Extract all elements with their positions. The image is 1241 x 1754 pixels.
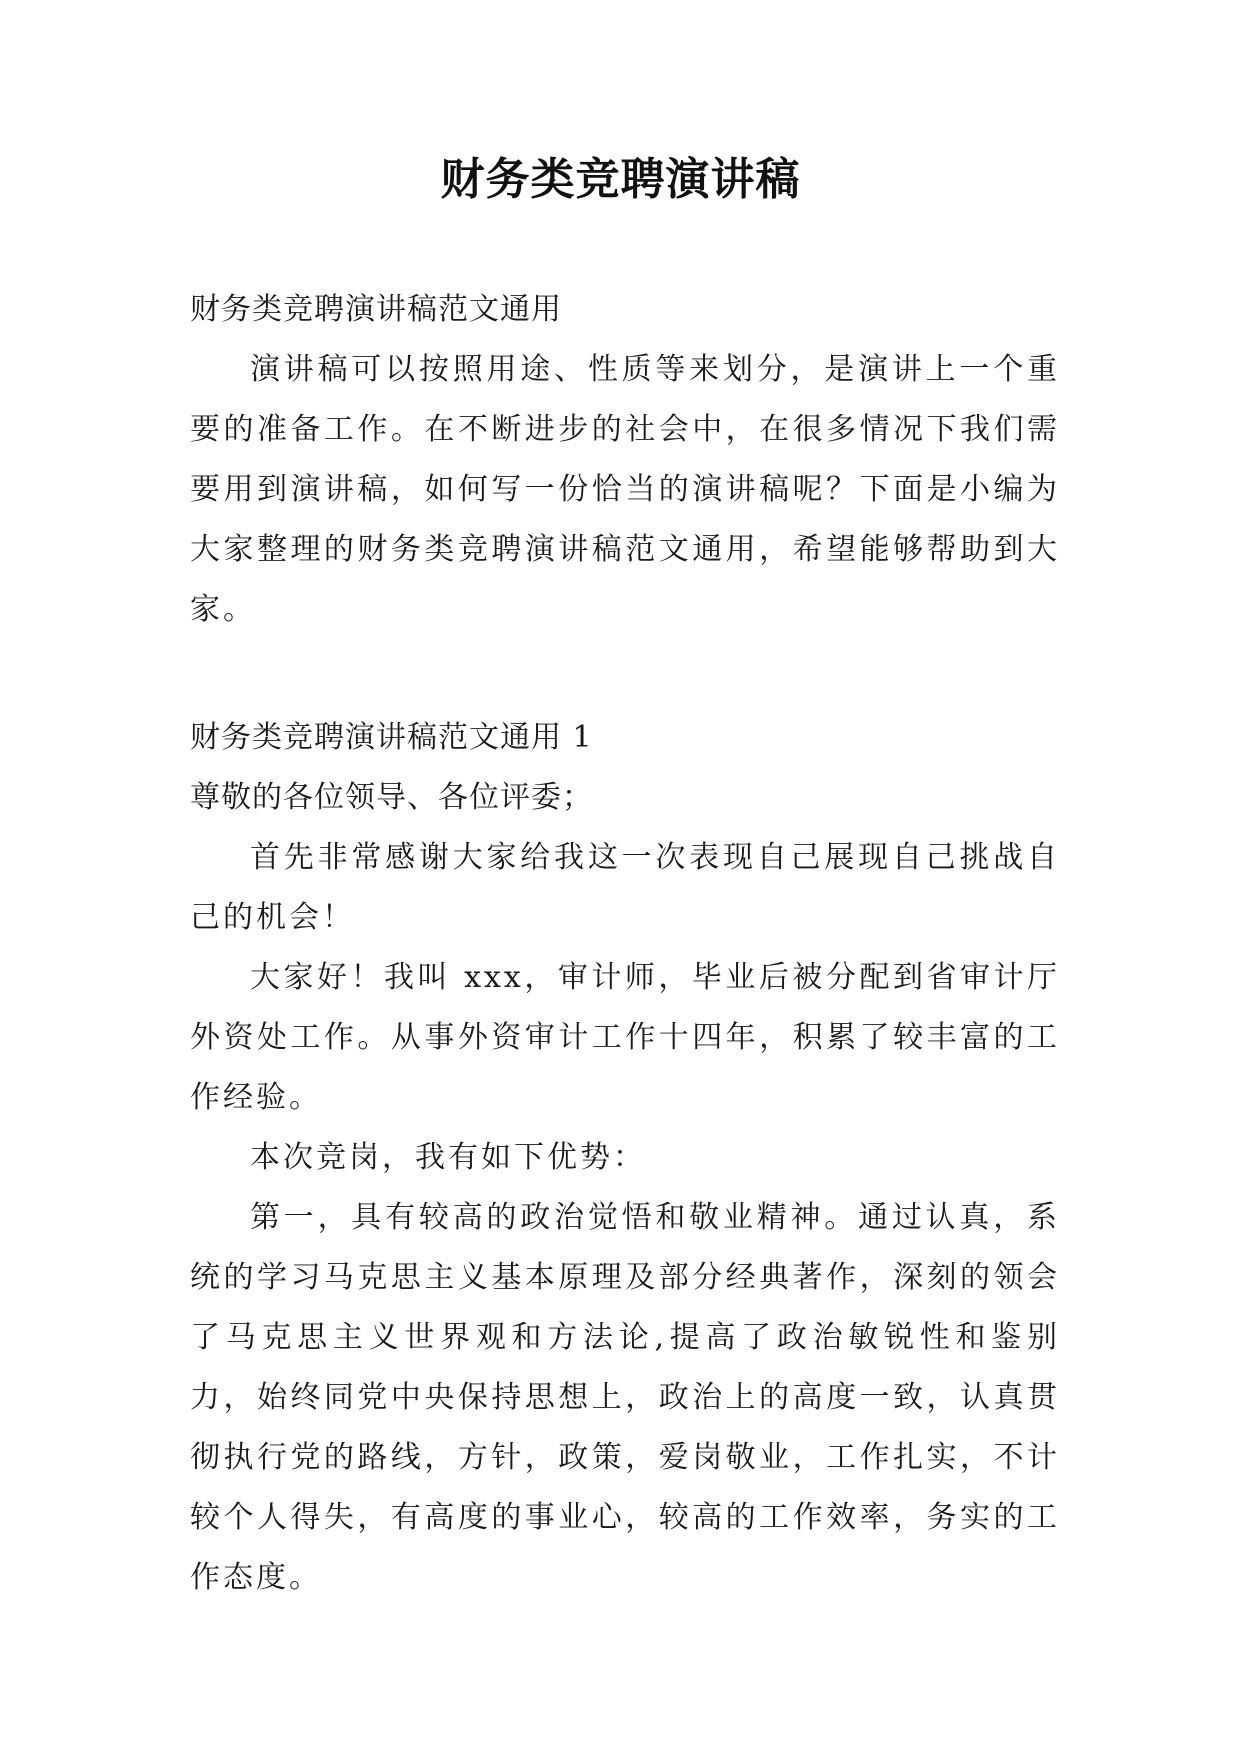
body-paragraph: 第一，具有较高的政治觉悟和敬业精神。通过认真，系统的学习马克思主义基本原理及部分经典著作，深刻的领会了马克思主义世界观和方法论,提高了政治敏锐性和鉴别力，始终同党中央保持思想上，政治上的高度一致，认真贯彻执行党的路线，方针，政策，爱岗敬业，工作扎实，不计较个人得失，有高度的事业心，较高的工作效率，务实的工作态度。 [190,1200,1060,1595]
document-title: 财务类竞聘演讲稿 [440,154,801,205]
document-body [190,280,1060,1608]
intro-paragraph: 演讲稿可以按照用途、性质等来划分，是演讲上一个重要的准备工作。在不断进步的社会中，在很多情况下我们需要用到演讲稿，如何写一份恰当的演讲稿呢？下面是小编为大家整理的财务类竞聘演讲稿范文通用，希望能够帮助到大家。 [190,352,1060,627]
body-paragraph: 大家好！我叫 xxx，审计师，毕业后被分配到省审计厅外资处工作。从事外资审计工作十四年，积累了较丰富的工作经验。 [190,960,1060,1115]
section-spacer [190,640,1060,708]
document-subtitle: 财务类竞聘演讲稿范文通用 [190,292,562,327]
salutation: 尊敬的各位领导、各位评委； [190,780,593,815]
body-paragraph: 本次竞岗，我有如下优势： [250,1140,646,1175]
body-paragraph: 首先非常感谢大家给我这一次表现自己展现自己挑战自己的机会！ [190,840,1060,935]
section-heading: 财务类竞聘演讲稿范文通用 1 [190,720,593,755]
